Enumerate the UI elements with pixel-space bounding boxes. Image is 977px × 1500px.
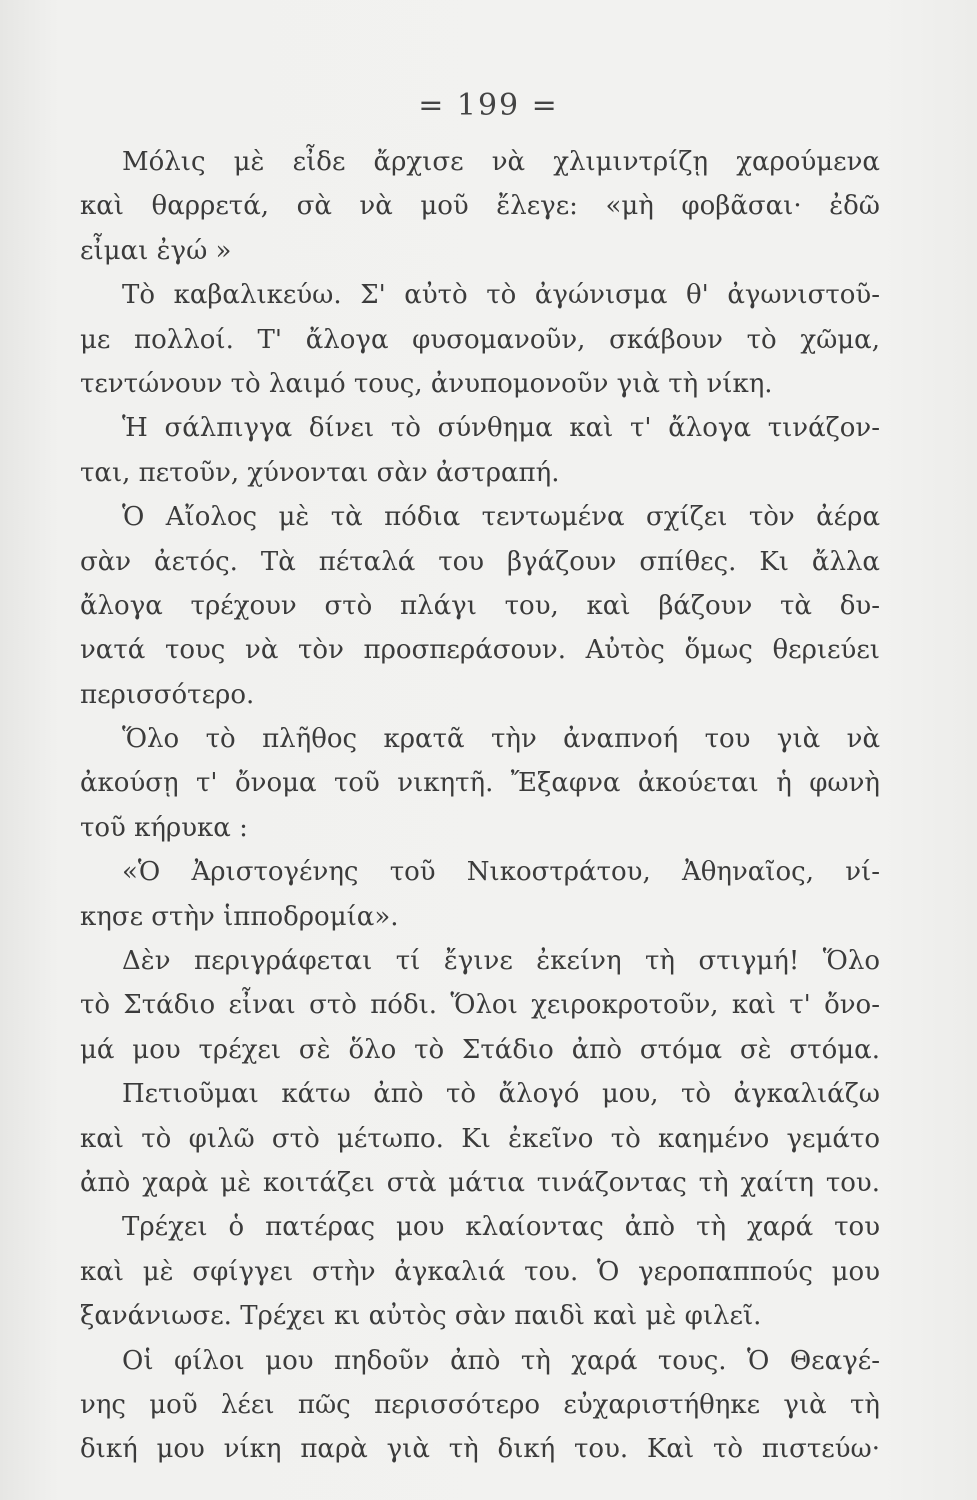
text-line: Ὁ Αἴολος μὲ τὰ πόδια τεντωμένα σχίζει τὸν ἀέρα	[122, 502, 880, 533]
text-line: Δὲν περιγράφεται τί ἔγινε ἐκείνη τὴ στιγμή! Ὅλο	[122, 946, 880, 977]
text-line: νατά τους νὰ τὸν προσπεράσουν. Αὐτὸς ὅμως θεριεύει	[80, 635, 880, 666]
text-line: μά μου τρέχει σὲ ὅλο τὸ Στάδιο ἀπὸ στόμα σὲ στόμα.	[80, 1034, 880, 1065]
text-line: ξανάνιωσε. Τρέχει κι αὐτὸς σὰν παιδὶ καὶ μὲ φιλεῖ.	[80, 1301, 762, 1332]
text-line: καὶ τὸ φιλῶ στὸ μέτωπο. Κι ἐκεῖνο τὸ καημένο γεμάτο	[80, 1123, 880, 1154]
text-line: σὰν ἀετός. Τὰ πέταλά του βγάζουν σπίθες. Κι ἄλλα	[80, 546, 880, 577]
text-line: εἶμαι ἐγώ »	[80, 235, 232, 266]
text-line: «Ὁ Ἀριστογένης τοῦ Νικοστράτου, Ἀθηναῖος, νί-	[122, 857, 880, 888]
text-line: Πετιοῦμαι κάτω ἀπὸ τὸ ἄλογό μου, τὸ ἀγκαλιάζω	[122, 1079, 880, 1110]
text-line: κησε στὴν ἱπποδρομία».	[80, 901, 399, 932]
text-line: ἀκούσῃ τ' ὄνομα τοῦ νικητῆ. Ἔξαφνα ἀκούεται ἡ φωνὴ	[80, 768, 880, 799]
text-line: τεντώνουν τὸ λαιμό τους, ἀνυπομονοῦν γιὰ τὴ νίκη.	[80, 368, 773, 399]
text-line: καὶ μὲ σφίγγει στὴν ἀγκαλιά του. Ὁ γεροπαππούς μου	[80, 1256, 880, 1287]
text-line: νης μοῦ λέει πῶς περισσότερο εὐχαριστήθηκε γιὰ τὴ	[80, 1389, 880, 1420]
text-line: περισσότερο.	[80, 679, 255, 710]
page-number: = 199 =	[418, 88, 559, 123]
text-line: δική μου νίκη παρὰ γιὰ τὴ δική του. Καὶ τὸ πιστεύω·	[80, 1434, 880, 1465]
text-line: τὸ Στάδιο εἶναι στὸ πόδι. Ὅλοι χειροκροτοῦν, καὶ τ' ὄνο-	[80, 990, 880, 1021]
body-text	[80, 140, 880, 1472]
text-line: Μόλις μὲ εἶδε ἄρχισε νὰ χλιμιντρίζῃ χαρούμενα	[122, 147, 880, 177]
text-line: καὶ θαρρετά, σὰ νὰ μοῦ ἔλεγε: «μὴ φοβᾶσαι· ἐδῶ	[80, 191, 880, 222]
text-line: ται, πετοῦν, χύνονται σὰν ἀστραπή.	[80, 457, 560, 488]
text-line: ἀπὸ χαρὰ μὲ κοιτάζει στὰ μάτια τινάζοντας τὴ χαίτη του.	[80, 1167, 880, 1198]
text-line: ἄλογα τρέχουν στὸ πλάγι του, καὶ βάζουν τὰ δυ-	[80, 590, 880, 621]
text-line: Οἱ φίλοι μου πηδοῦν ἀπὸ τὴ χαρά τους. Ὁ Θεαγέ-	[122, 1345, 880, 1376]
text-line: Τρέχει ὁ πατέρας μου κλαίοντας ἀπὸ τὴ χαρά του	[122, 1212, 880, 1243]
text-line: με πολλοί. Τ' ἄλογα φυσομανοῦν, σκάβουν τὸ χῶμα,	[80, 324, 880, 355]
text-line: Ὅλο τὸ πλῆθος κρατᾶ τὴν ἀναπνοή του γιὰ νὰ	[122, 724, 880, 755]
text-line: Τὸ καβαλικεύω. Σ' αὐτὸ τὸ ἀγώνισμα θ' ἀγωνιστοῦ-	[122, 280, 880, 311]
text-line: Ἡ σάλπιγγα δίνει τὸ σύνθημα καὶ τ' ἄλογα τινάζον-	[122, 413, 880, 444]
text-line: τοῦ κήρυκα :	[80, 812, 248, 843]
